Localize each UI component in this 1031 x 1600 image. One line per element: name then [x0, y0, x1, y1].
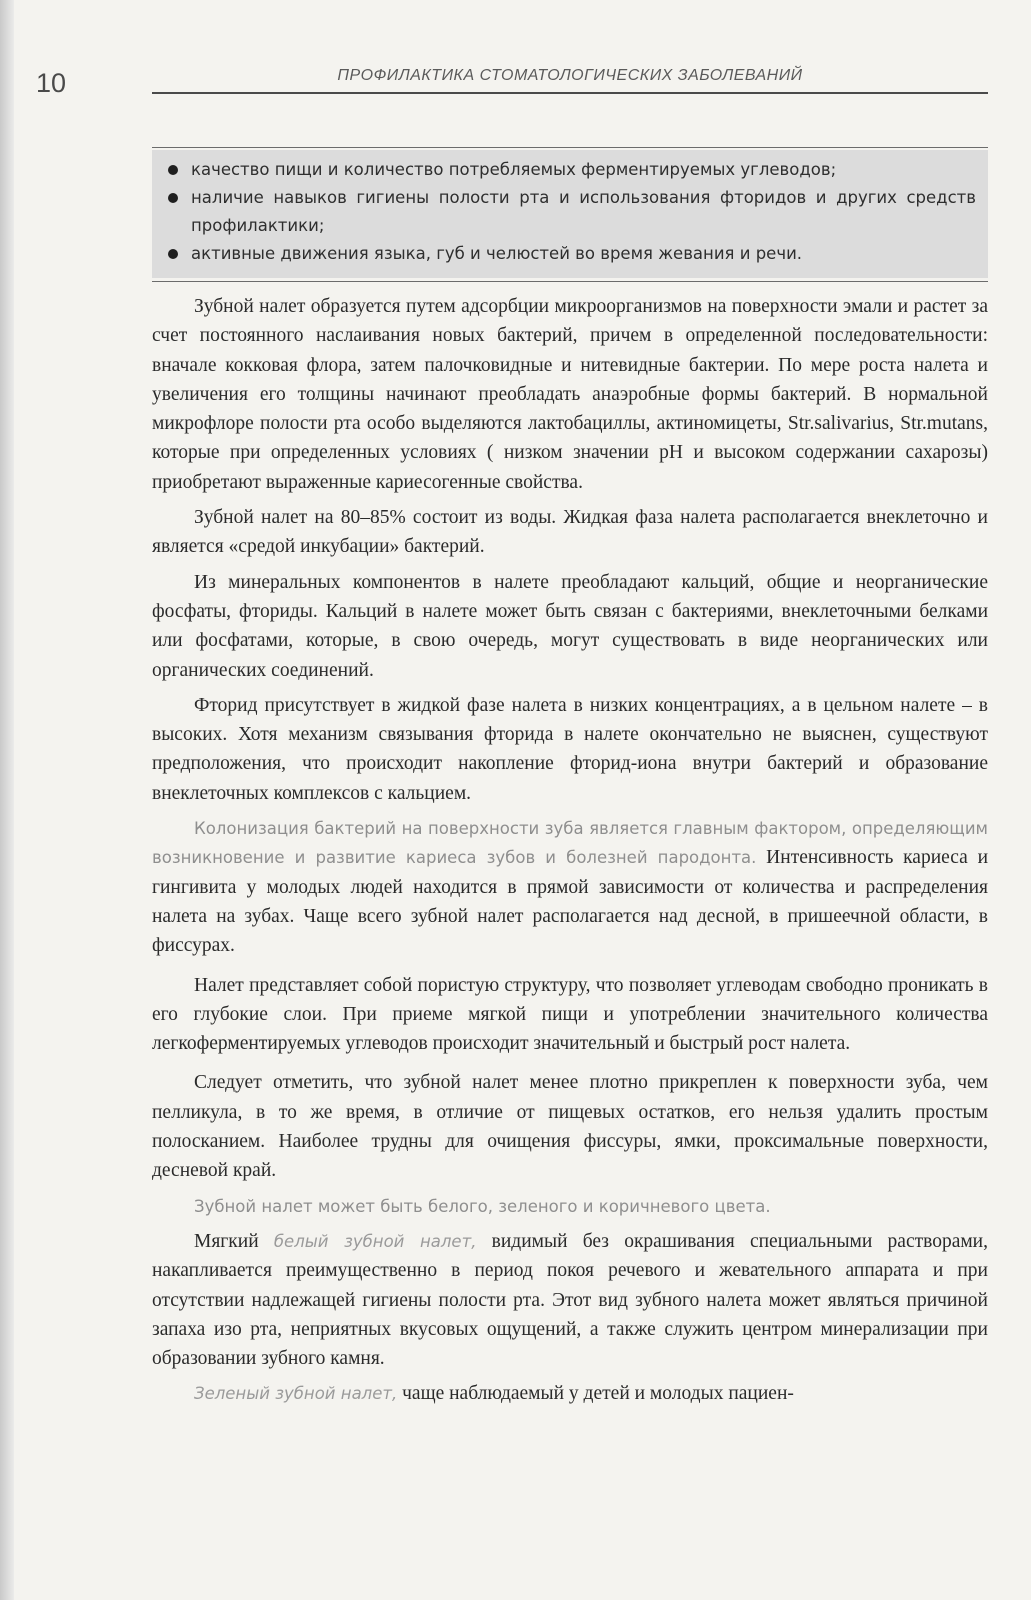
paragraph-text: видимый без окрашивания специальными растворами, накапливается преимущественно в период покоя речевого и жевательного аппарата и при отсутствии надлежащей гигиены полости рта. Этот вид зубного налета может являться причиной запаха изо рта, неприятных вкусовых ощущений, а также служить центром минерализации при образовании зубного камня. — [152, 1230, 988, 1370]
header-rule — [152, 92, 988, 94]
plaque-colors-sentence: Зубной налет может быть белого, зеленого и коричневого цвета. — [194, 1196, 771, 1216]
bullet-icon — [168, 165, 178, 175]
bullet-text: наличие навыков гигиены полости рта и использования фторидов и других средств профилактики; — [191, 188, 976, 235]
list-item — [166, 240, 976, 268]
list-item — [166, 184, 976, 240]
page-number: 10 — [36, 68, 67, 98]
paragraph: Налет представляет собой пористую структуру, что позволяет углеводам свободно проникать в его глубокие слои. При приеме мягкой пищи и употреблении значительного количества легкоферментируемых углеводов происходит значительный и быстрый рост налета. — [152, 974, 988, 1055]
page-edge-shadow — [0, 0, 14, 1600]
paragraph-text: чаще наблюдаемый у детей и молодых пациен- — [397, 1383, 794, 1405]
paragraph: Следует отметить, что зубной налет менее плотно прикреплен к поверхности зуба, чем пелликула, в то же время, в отличие от пищевых остатков, его нельзя удалить простым полосканием. Наиболее трудны для очищения фиссуры, ямки, проксимальные поверхности, десневой край. — [152, 1072, 988, 1182]
term-white-plaque: белый зубной налет, — [273, 1231, 477, 1251]
bullet-icon — [168, 193, 178, 203]
list-item — [166, 156, 976, 184]
paragraph-text: Интенсивность кариеса и гингивита у молодых людей находится в прямой зависимости от количества и распределения налета на зубах. Чаще всего зубной налет располагается над десной, в пришеечной области, в фиссурах. — [152, 847, 989, 957]
box-bottom-rule — [152, 281, 988, 282]
bullet-list — [166, 156, 976, 268]
paragraph — [152, 1379, 988, 1408]
paragraph: Из минеральных компонентов в налете преобладают кальций, общие и неорганические фосфаты, фториды. Кальций в налете может быть связан с бактериями, внеклеточными белками или фосфатами, которые, в свою очередь, могут существовать в виде неорганических или органических соединений. — [152, 571, 988, 681]
bullet-icon — [168, 249, 178, 259]
paragraph-lead: Мягкий — [194, 1230, 274, 1252]
bullet-text: активные движения языка, губ и челюстей во время жевания и речи. — [191, 244, 803, 263]
paragraph: Зубной налет образуется путем адсорбции микроорганизмов на поверхности эмали и растет за счет постоянного наслаивания новых бактерий, причем в определенной последовательности: вначале кокковая флора, затем палочковидные и нитевидные бактерии. По мере роста налета и увеличения его толщины начинают преобладать анаэробные формы бактерий. В нормальной микрофлоре полости рта особо выделяются лактобациллы, актиномицеты, Str.salivarius, Str.mutans, которые при определенных условиях ( низком значении pH и высоком содержании сахарозы) приобретают выраженные кариесогенные свойства. — [152, 296, 988, 493]
paragraph: Зубной налет на 80–85% состоит из воды. Жидкая фаза налета располагается внеклеточно и является «средой инкубации» бактерий. — [152, 507, 988, 558]
bullet-text: качество пищи и количество потребляемых ферментируемых углеводов; — [191, 160, 837, 179]
paragraph — [152, 1227, 988, 1373]
box-top-rule — [152, 147, 988, 148]
colonization-sentence: Колонизация бактерий на поверхности зуба является главным фактором, определяющим возникновение и развитие кариеса зубов и болезней пародонта. — [152, 819, 988, 868]
running-title: ПРОФИЛАКТИКА СТОМАТОЛОГИЧЕСКИХ ЗАБОЛЕВАНИЙ — [337, 67, 803, 84]
body-text — [152, 292, 988, 1415]
term-green-plaque: Зеленый зубной налет, — [194, 1384, 398, 1404]
paragraph — [152, 814, 988, 960]
paragraph: Фторид присутствует в жидкой фазе налета в низких концентрациях, а в цельном налете – в высоких. Хотя механизм связывания фторида в налете окончательно не выяснен, существуют предположения, что происходит накопление фторид-иона внутри бактерий и образование внеклеточных комплексов с кальцием. — [152, 694, 988, 804]
paragraph — [152, 1192, 988, 1221]
